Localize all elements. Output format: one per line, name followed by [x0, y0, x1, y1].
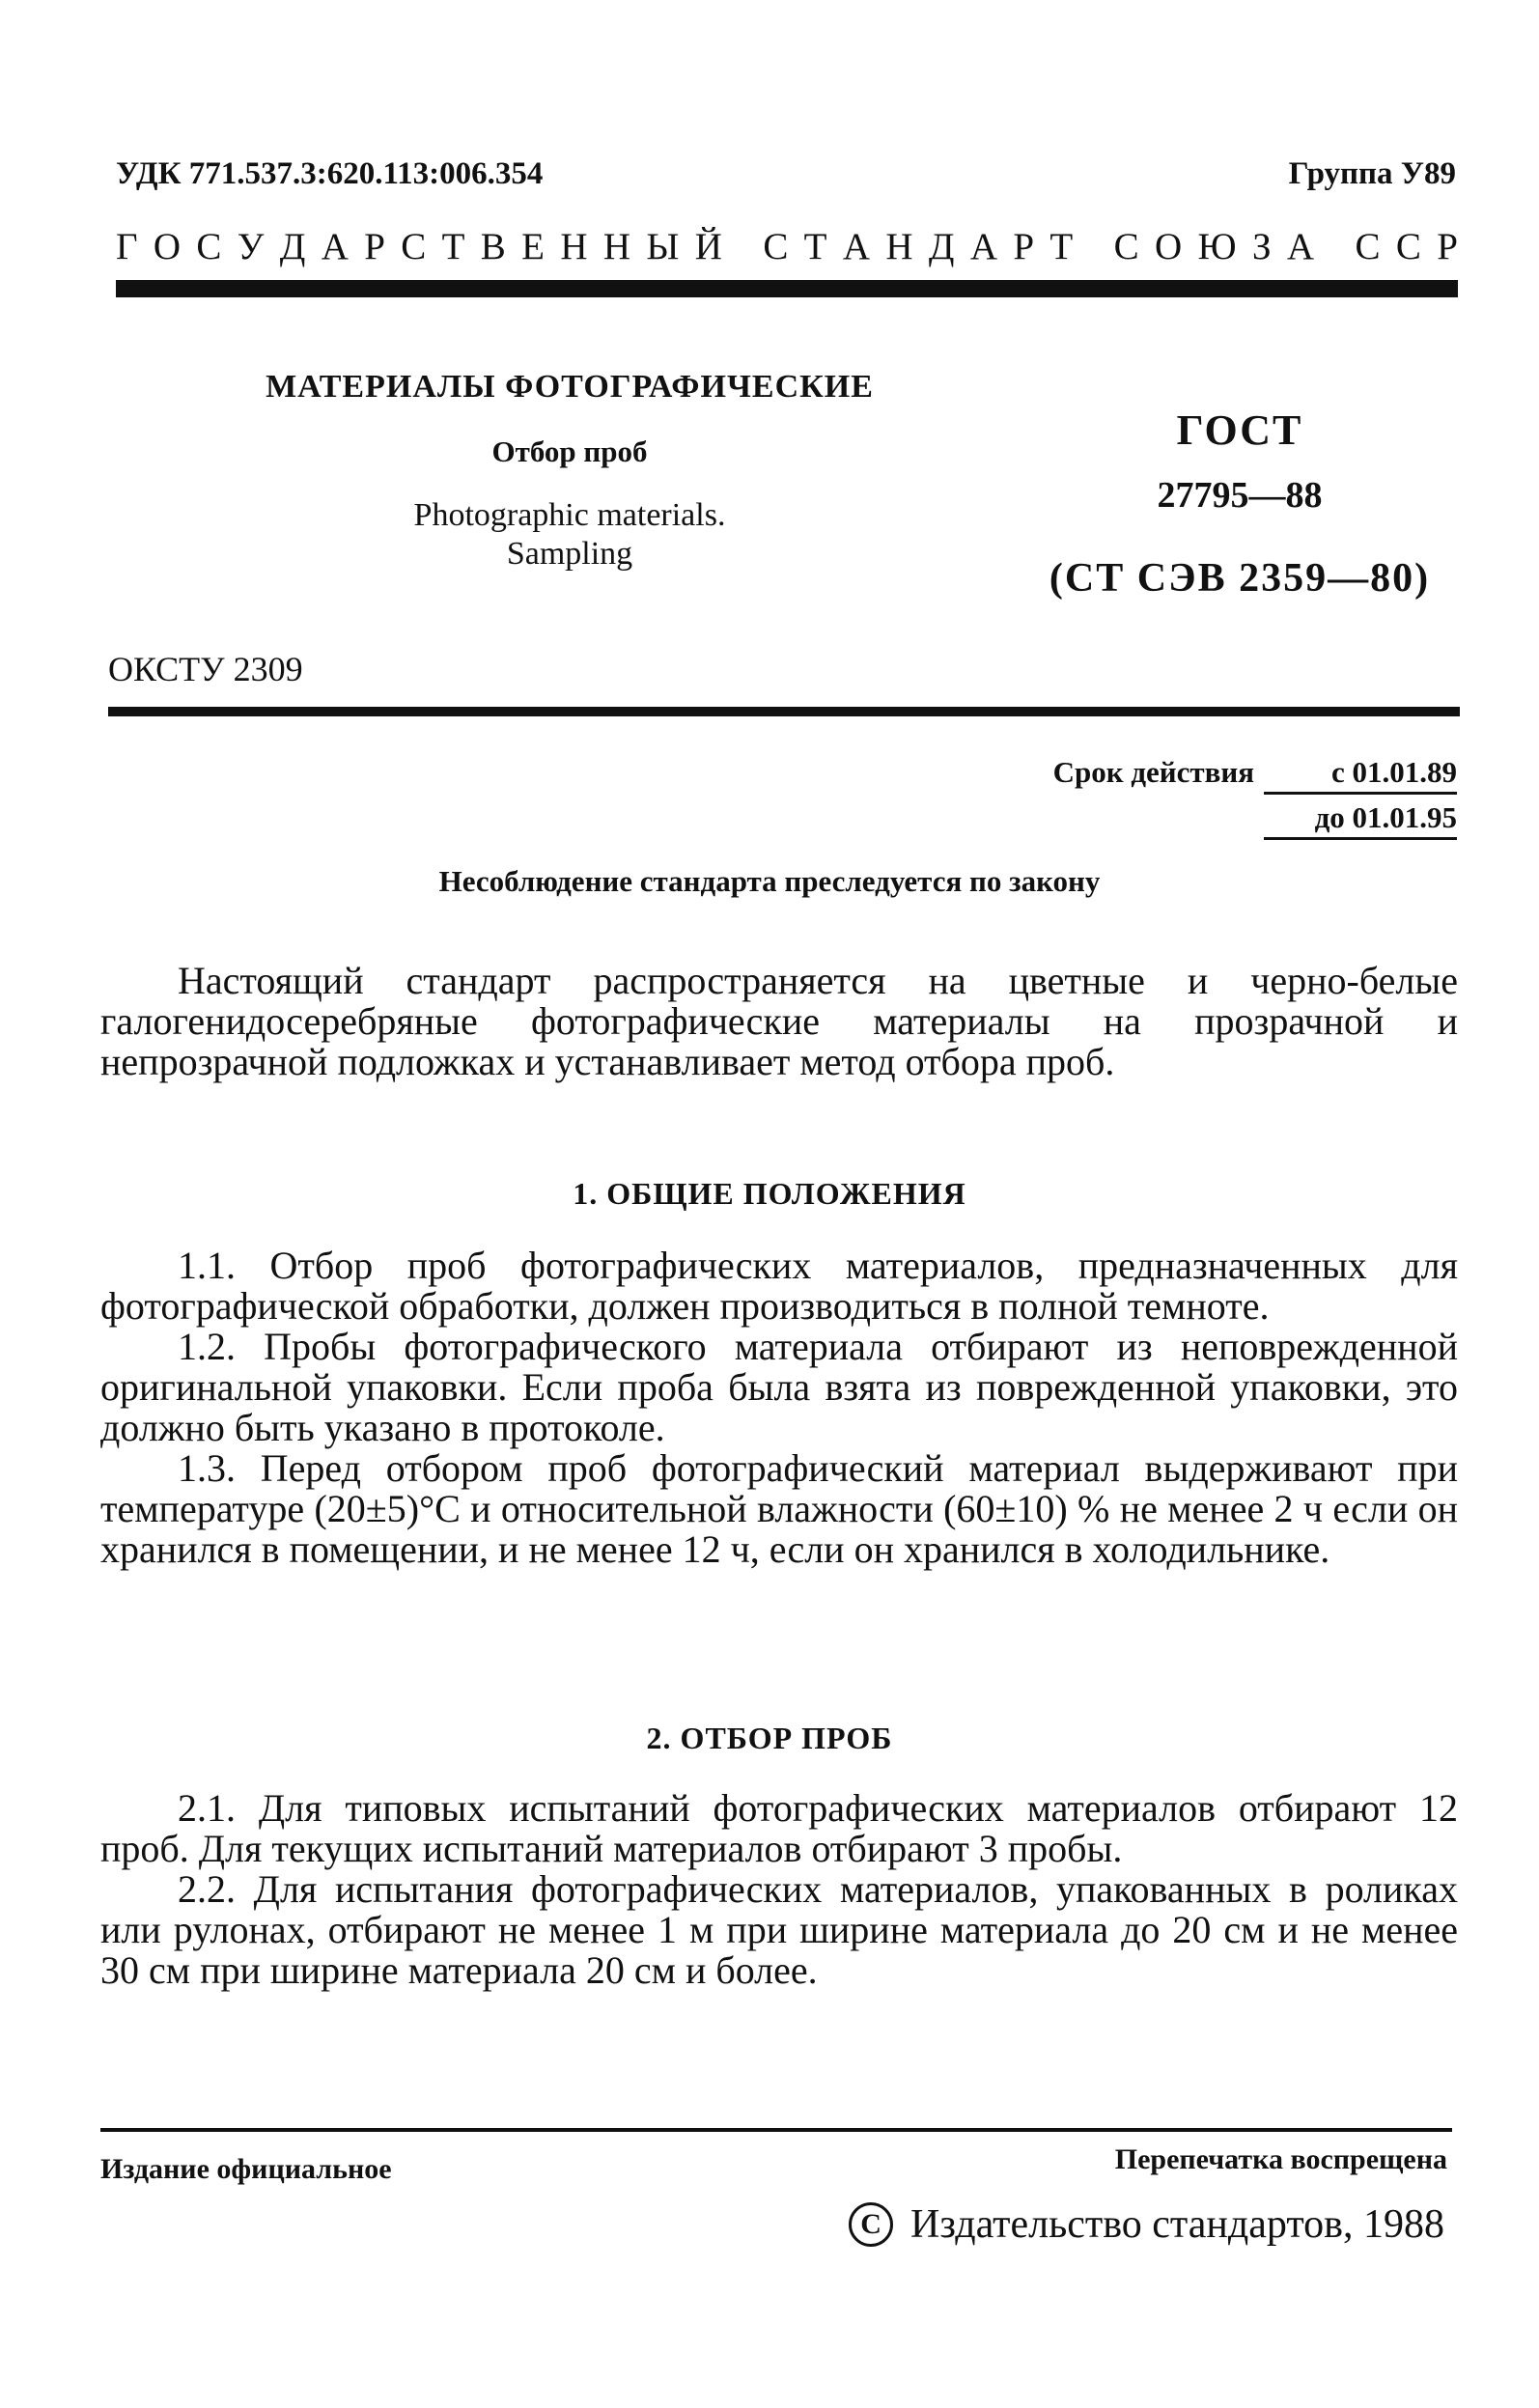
validity-to: до 01.01.95	[1264, 800, 1457, 840]
state-standard-letter: У	[237, 226, 265, 267]
state-standard-letter: Е	[521, 226, 545, 267]
state-standard-letter: С	[763, 226, 789, 267]
state-standard-letter: С	[1395, 226, 1421, 267]
law-notice: Несоблюдение стандарта преследуется по закону	[438, 864, 1101, 898]
gost-sev: (СТ СЭВ 2359—80)	[1049, 556, 1431, 601]
copyright-text: Издательство стандартов, 1988	[910, 2202, 1444, 2247]
state-standard-letter: Р	[1013, 226, 1035, 267]
state-standard-letter: В	[480, 226, 506, 267]
state-standard-letter: С	[1113, 226, 1139, 267]
clause-1-2: 1.2. Пробы фотографического материала отбирают из неповрежденной оригинальной упаковки. Если проба была взята из поврежденной упаковки, это должно быть указано в протоколе.	[100, 1325, 1458, 1449]
state-standard-title	[116, 225, 1458, 268]
middle-rule	[108, 707, 1460, 716]
state-standard-letter: Р	[1437, 226, 1458, 267]
clause-2-2: 2.2. Для испытания фотографических материалов, упакованных в роликах или рулонах, отбирают не менее 1 м при ширине материала до 20 см и не менее 30 см при ширине материала 20 см и более.	[100, 1867, 1458, 1992]
state-standard-letter: О	[1155, 226, 1183, 267]
state-standard-letter: З	[1251, 226, 1272, 267]
validity-label: Срок действия	[1052, 755, 1254, 789]
section1-heading: 1. ОБЩИЕ ПОЛОЖЕНИЯ	[573, 1176, 966, 1211]
title-en-line2: Sampling	[506, 536, 633, 572]
clause-1-1: 1.1. Отбор проб фотографических материалов, предназначенных для фотографической обработки, должен производиться в полной темноте.	[100, 1244, 1458, 1328]
section2-body	[100, 1788, 1458, 1991]
state-standard-letter: А	[321, 226, 349, 267]
okstu-code: ОКСТУ 2309	[108, 650, 303, 688]
state-standard-letter	[1329, 225, 1339, 268]
state-standard-letter: Т	[441, 226, 465, 267]
state-standard-letter: Т	[803, 226, 827, 267]
state-standard-letter: Г	[116, 226, 138, 267]
state-standard-letter: Ю	[1197, 226, 1237, 267]
state-standard-letter: Д	[928, 226, 955, 267]
state-standard-letter: Р	[364, 226, 385, 267]
state-standard-letter	[738, 225, 747, 268]
state-standard-letter: Н	[560, 226, 588, 267]
state-standard-letter: Н	[602, 226, 630, 267]
state-standard-letter: А	[842, 226, 871, 267]
section1-body	[100, 1246, 1458, 1570]
state-standard-letter: Ы	[646, 226, 680, 267]
group-code: Группа У89	[1288, 156, 1456, 191]
state-standard-letter: Й	[694, 226, 722, 267]
copyright-line	[849, 2201, 1444, 2248]
gost-block	[1027, 406, 1452, 602]
footer-rule	[100, 2128, 1452, 2132]
state-standard-letter: Н	[885, 226, 913, 267]
state-standard-letter: О	[153, 226, 182, 267]
validity-from: с 01.01.89	[1264, 755, 1457, 795]
state-standard-letter: С	[401, 226, 427, 267]
intro-text: Настоящий стандарт распространяется на цветные и черно-белые галогенидосеребряные фотографические материалы на прозрачной и непрозрачной подложках и устанавливает метод отбора проб.	[100, 959, 1458, 1083]
reprint-prohibited: Перепечатка воспрещена	[1114, 2143, 1447, 2175]
validity-block	[1052, 755, 1457, 846]
top-rule	[116, 280, 1458, 297]
state-standard-letter: С	[1355, 226, 1381, 267]
state-standard-letter: А	[969, 226, 997, 267]
udk-code: УДК 771.537.3:620.113:006.354	[116, 156, 544, 191]
state-standard-letter: Д	[279, 226, 306, 267]
copyright-icon: C	[849, 2202, 893, 2247]
state-standard-letter: А	[1286, 226, 1315, 267]
title-en-line1: Photographic materials.	[413, 497, 726, 533]
gost-number: 27795—88	[1157, 475, 1323, 516]
state-standard-letter: Т	[1049, 226, 1074, 267]
state-standard-letter: С	[196, 226, 222, 267]
section2-heading: 2. ОТБОР ПРОБ	[646, 1721, 893, 1755]
gost-label: ГОСТ	[1176, 406, 1303, 454]
title-main: МАТЕРИАЛЫ ФОТОГРАФИЧЕСКИЕ	[266, 369, 874, 405]
state-standard-letter	[1089, 225, 1099, 268]
title-sub: Отбор проб	[491, 434, 648, 468]
title-block	[193, 369, 946, 574]
clause-1-3: 1.3. Перед отбором проб фотографический материал выдерживают при температуре (20±5)°С и относительной влажности (60±10) % не менее 2 ч если он хранился в помещении, и не менее 12 ч, если он хранился в холодильнике.	[100, 1446, 1458, 1571]
clause-2-1: 2.1. Для типовых испытаний фотографических материалов отбирают 12 проб. Для текущих испытаний материалов отбирают 3 пробы.	[100, 1786, 1458, 1870]
official-edition: Издание официальное	[100, 2153, 392, 2185]
intro-paragraph	[100, 961, 1458, 1082]
